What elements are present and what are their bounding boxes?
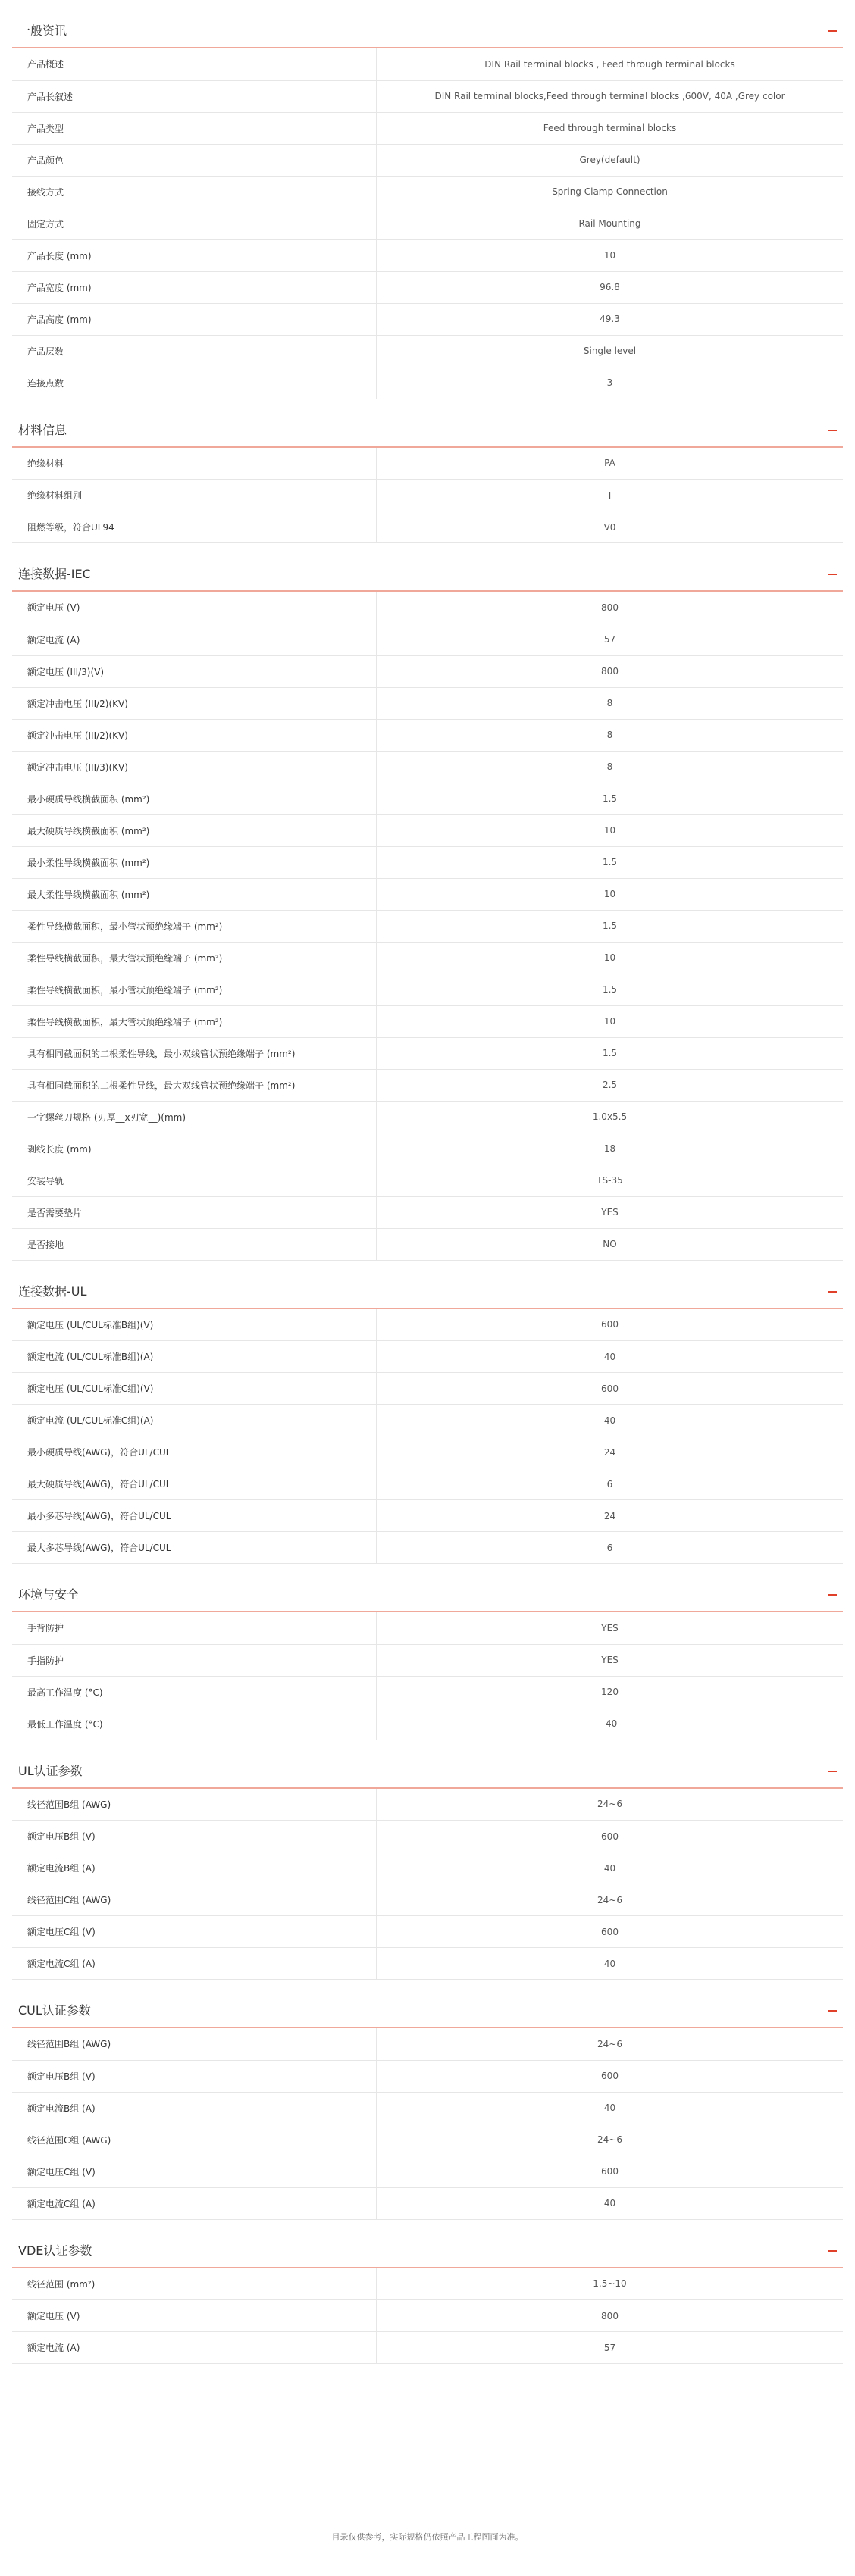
spec-value: 600 — [377, 2060, 844, 2092]
spec-value: Feed through terminal blocks — [377, 112, 844, 144]
spec-value: 1.5 — [377, 846, 844, 878]
section-title: UL认证参数 — [18, 1763, 83, 1778]
spec-label: 具有相同截面积的二根柔性导线，最大双线管状预绝缘端子 (mm²) — [12, 1069, 377, 1101]
spec-label: 额定电流 (UL/CUL标准C组)(A) — [12, 1405, 377, 1436]
spec-value: 40 — [377, 1948, 844, 1980]
spec-label: 额定电流B组 (A) — [12, 1852, 377, 1884]
disclaimer-footer: 目录仅供参考，实际规格仍依照产品工程图面为准。 — [331, 2532, 524, 2542]
table-row — [12, 655, 843, 687]
table-row — [12, 1821, 843, 1852]
table-row — [12, 719, 843, 751]
spec-value: 10 — [377, 239, 844, 271]
table-row — [12, 751, 843, 783]
spec-label: 额定电压C组 (V) — [12, 2156, 377, 2187]
spec-label: 额定电压 (V) — [12, 2300, 377, 2332]
section-header[interactable] — [12, 2220, 843, 2268]
spec-label: 具有相同截面积的二根柔性导线，最小双线管状预绝缘端子 (mm²) — [12, 1037, 377, 1069]
section-title: 环境与安全 — [18, 1587, 80, 1602]
table-row — [12, 1037, 843, 1069]
table-row — [12, 814, 843, 846]
table-row — [12, 1948, 843, 1980]
table-row — [12, 335, 843, 367]
spec-value: 10 — [377, 814, 844, 846]
spec-label: 最小多芯导线(AWG)，符合UL/CUL — [12, 1500, 377, 1532]
spec-label: 额定电流C组 (A) — [12, 1948, 377, 1980]
collapse-icon[interactable] — [828, 2010, 837, 2012]
collapse-icon[interactable] — [828, 574, 837, 575]
table-row — [12, 1196, 843, 1228]
spec-section — [12, 1564, 843, 1740]
collapse-icon[interactable] — [828, 1594, 837, 1596]
spec-label: 安装导轨 — [12, 1165, 377, 1196]
table-row — [12, 1373, 843, 1405]
spec-value: Single level — [377, 335, 844, 367]
spec-label: 额定电流 (UL/CUL标准B组)(A) — [12, 1341, 377, 1373]
spec-label: 产品宽度 (mm) — [12, 271, 377, 303]
spec-label: 是否接地 — [12, 1228, 377, 1260]
table-row — [12, 2156, 843, 2187]
table-row — [12, 1916, 843, 1948]
spec-label: 固定方式 — [12, 208, 377, 239]
spec-value: 800 — [377, 2300, 844, 2332]
table-row — [12, 511, 843, 543]
section-title: 材料信息 — [18, 422, 67, 437]
section-header[interactable] — [12, 0, 843, 48]
section-header[interactable] — [12, 399, 843, 448]
spec-value: 1.5 — [377, 783, 844, 814]
table-row — [12, 239, 843, 271]
collapse-icon[interactable] — [828, 430, 837, 431]
table-row — [12, 1500, 843, 1532]
section-header[interactable] — [12, 1564, 843, 1612]
table-row — [12, 80, 843, 112]
table-row — [12, 1005, 843, 1037]
spec-value: NO — [377, 1228, 844, 1260]
table-row — [12, 2028, 843, 2060]
spec-label: 最大多芯导线(AWG)，符合UL/CUL — [12, 1532, 377, 1564]
spec-value: 600 — [377, 2156, 844, 2187]
table-row — [12, 1165, 843, 1196]
spec-value: 1.5~10 — [377, 2268, 844, 2300]
section-header[interactable] — [12, 1740, 843, 1789]
table-row — [12, 144, 843, 176]
spec-label: 产品类型 — [12, 112, 377, 144]
spec-value: 600 — [377, 1373, 844, 1405]
section-title: 连接数据-UL — [18, 1283, 87, 1299]
table-row — [12, 1789, 843, 1821]
spec-value: 800 — [377, 592, 844, 624]
spec-label: 手背防护 — [12, 1612, 377, 1644]
spec-value: 1.0x5.5 — [377, 1101, 844, 1133]
spec-value: DIN Rail terminal blocks,Feed through terminal blocks ,600V, 40A ,Grey color — [377, 80, 844, 112]
spec-value: YES — [377, 1196, 844, 1228]
spec-section — [12, 0, 843, 399]
spec-label: 产品高度 (mm) — [12, 303, 377, 335]
spec-label: 额定电流 (A) — [12, 2332, 377, 2364]
spec-value: 40 — [377, 1405, 844, 1436]
table-row — [12, 176, 843, 208]
table-row — [12, 2187, 843, 2219]
spec-label: 产品颜色 — [12, 144, 377, 176]
spec-label: 最大硬质导线横截面积 (mm²) — [12, 814, 377, 846]
spec-label: 阻燃等级，符合UL94 — [12, 511, 377, 543]
spec-label: 剥线长度 (mm) — [12, 1133, 377, 1165]
table-row — [12, 1708, 843, 1740]
spec-value: 57 — [377, 624, 844, 655]
table-row — [12, 1405, 843, 1436]
table-row — [12, 1228, 843, 1260]
spec-label: 线径范围B组 (AWG) — [12, 1789, 377, 1821]
collapse-icon[interactable] — [828, 1771, 837, 1772]
spec-value: 40 — [377, 2187, 844, 2219]
spec-section — [12, 2220, 843, 2365]
spec-value: 40 — [377, 2092, 844, 2124]
table-row — [12, 48, 843, 80]
spec-value: 24~6 — [377, 1884, 844, 1916]
collapse-icon[interactable] — [828, 1291, 837, 1293]
spec-label: 额定电流B组 (A) — [12, 2092, 377, 2124]
table-row — [12, 846, 843, 878]
table-row — [12, 974, 843, 1005]
spec-label: 线径范围C组 (AWG) — [12, 1884, 377, 1916]
spec-label: 额定电压B组 (V) — [12, 1821, 377, 1852]
spec-label: 产品层数 — [12, 335, 377, 367]
spec-table — [12, 2268, 843, 2365]
spec-label: 最大硬质导线(AWG)，符合UL/CUL — [12, 1468, 377, 1500]
spec-label: 最高工作温度 (°C) — [12, 1676, 377, 1708]
spec-label: 产品长叙述 — [12, 80, 377, 112]
spec-value: 18 — [377, 1133, 844, 1165]
spec-label: 产品长度 (mm) — [12, 239, 377, 271]
section-title: 连接数据-IEC — [18, 567, 91, 581]
spec-label: 最大柔性导线横截面积 (mm²) — [12, 878, 377, 910]
spec-value: 600 — [377, 1309, 844, 1341]
collapse-icon[interactable] — [828, 30, 837, 32]
spec-label: 柔性导线横截面积，最小管状预绝缘端子 (mm²) — [12, 974, 377, 1005]
table-row — [12, 112, 843, 144]
spec-label: 最小柔性导线横截面积 (mm²) — [12, 846, 377, 878]
spec-label: 连接点数 — [12, 367, 377, 399]
section-header[interactable] — [12, 1980, 843, 2028]
table-row — [12, 2268, 843, 2300]
table-row — [12, 271, 843, 303]
table-row — [12, 1852, 843, 1884]
spec-label: 柔性导线横截面积，最小管状预绝缘端子 (mm²) — [12, 910, 377, 942]
spec-label: 额定电压 (UL/CUL标准C组)(V) — [12, 1373, 377, 1405]
table-row — [12, 1133, 843, 1165]
spec-value: YES — [377, 1644, 844, 1676]
spec-value: PA — [377, 448, 844, 480]
section-header[interactable] — [12, 543, 843, 592]
table-row — [12, 1468, 843, 1500]
spec-label: 额定电压 (UL/CUL标准B组)(V) — [12, 1309, 377, 1341]
spec-label: 额定电流C组 (A) — [12, 2187, 377, 2219]
spec-label: 额定冲击电压 (III/2)(KV) — [12, 687, 377, 719]
spec-value: 57 — [377, 2332, 844, 2364]
table-row — [12, 1532, 843, 1564]
spec-value: Grey(default) — [377, 144, 844, 176]
spec-sections — [12, 0, 843, 2364]
table-row — [12, 1101, 843, 1133]
spec-section — [12, 1261, 843, 1565]
table-row — [12, 480, 843, 511]
spec-table — [12, 2028, 843, 2220]
table-row — [12, 1884, 843, 1916]
table-row — [12, 2060, 843, 2092]
spec-value: 600 — [377, 1916, 844, 1948]
spec-value: -40 — [377, 1708, 844, 1740]
spec-value: 24~6 — [377, 2124, 844, 2156]
section-header[interactable] — [12, 1261, 843, 1309]
spec-value: YES — [377, 1612, 844, 1644]
section-title: 一般资讯 — [18, 23, 67, 38]
spec-table — [12, 1612, 843, 1740]
table-row — [12, 783, 843, 814]
spec-section — [12, 543, 843, 1261]
table-row — [12, 1644, 843, 1676]
spec-value: V0 — [377, 511, 844, 543]
spec-label: 最小硬质导线(AWG)，符合UL/CUL — [12, 1436, 377, 1468]
table-row — [12, 624, 843, 655]
spec-label: 最小硬质导线横截面积 (mm²) — [12, 783, 377, 814]
spec-value: 96.8 — [377, 271, 844, 303]
spec-label: 手指防护 — [12, 1644, 377, 1676]
table-row — [12, 1309, 843, 1341]
spec-value: 24~6 — [377, 1789, 844, 1821]
table-row — [12, 367, 843, 399]
spec-label: 额定冲击电压 (III/2)(KV) — [12, 719, 377, 751]
table-row — [12, 303, 843, 335]
spec-value: I — [377, 480, 844, 511]
spec-section — [12, 399, 843, 544]
section-title: CUL认证参数 — [18, 2003, 91, 2018]
spec-value: 1.5 — [377, 974, 844, 1005]
spec-label: 额定电流 (A) — [12, 624, 377, 655]
table-row — [12, 2124, 843, 2156]
spec-value: TS-35 — [377, 1165, 844, 1196]
spec-label: 一字螺丝刀规格 (刃厚__x刃宽__)(mm) — [12, 1101, 377, 1133]
spec-value: 10 — [377, 878, 844, 910]
collapse-icon[interactable] — [828, 2250, 837, 2252]
table-row — [12, 592, 843, 624]
spec-value: 600 — [377, 1821, 844, 1852]
spec-table — [12, 592, 843, 1261]
table-row — [12, 687, 843, 719]
spec-value: 8 — [377, 751, 844, 783]
spec-value: DIN Rail terminal blocks , Feed through terminal blocks — [377, 48, 844, 80]
table-row — [12, 2092, 843, 2124]
spec-value: 6 — [377, 1532, 844, 1564]
spec-table — [12, 1789, 843, 1980]
table-row — [12, 1436, 843, 1468]
spec-value: 2.5 — [377, 1069, 844, 1101]
spec-value: 10 — [377, 942, 844, 974]
table-row — [12, 2300, 843, 2332]
spec-label: 额定冲击电压 (III/3)(KV) — [12, 751, 377, 783]
spec-value: 40 — [377, 1341, 844, 1373]
spec-label: 是否需要垫片 — [12, 1196, 377, 1228]
spec-value: Spring Clamp Connection — [377, 176, 844, 208]
spec-value: 40 — [377, 1852, 844, 1884]
table-row — [12, 2332, 843, 2364]
spec-label: 柔性导线横截面积，最大管状预绝缘端子 (mm²) — [12, 1005, 377, 1037]
spec-table — [12, 48, 843, 399]
spec-section — [12, 1740, 843, 1980]
spec-label: 产品概述 — [12, 48, 377, 80]
spec-value: 10 — [377, 1005, 844, 1037]
table-row — [12, 942, 843, 974]
spec-label: 接线方式 — [12, 176, 377, 208]
spec-value: 800 — [377, 655, 844, 687]
table-row — [12, 1676, 843, 1708]
spec-value: 24~6 — [377, 2028, 844, 2060]
spec-label: 柔性导线横截面积，最大管状预绝缘端子 (mm²) — [12, 942, 377, 974]
section-title: VDE认证参数 — [18, 2243, 92, 2258]
spec-label: 线径范围 (mm²) — [12, 2268, 377, 2300]
table-row — [12, 1069, 843, 1101]
spec-label: 额定电压C组 (V) — [12, 1916, 377, 1948]
spec-label: 额定电压 (III/3)(V) — [12, 655, 377, 687]
spec-value: 8 — [377, 719, 844, 751]
spec-value: 6 — [377, 1468, 844, 1500]
table-row — [12, 878, 843, 910]
spec-label: 线径范围C组 (AWG) — [12, 2124, 377, 2156]
table-row — [12, 208, 843, 239]
spec-value: 24 — [377, 1436, 844, 1468]
spec-label: 额定电压B组 (V) — [12, 2060, 377, 2092]
spec-label: 绝缘材料组别 — [12, 480, 377, 511]
table-row — [12, 1341, 843, 1373]
spec-value: 49.3 — [377, 303, 844, 335]
spec-value: 120 — [377, 1676, 844, 1708]
spec-table — [12, 448, 843, 544]
table-row — [12, 448, 843, 480]
spec-label: 线径范围B组 (AWG) — [12, 2028, 377, 2060]
spec-value: 3 — [377, 367, 844, 399]
spec-label: 最低工作温度 (°C) — [12, 1708, 377, 1740]
spec-value: 24 — [377, 1500, 844, 1532]
spec-value: Rail Mounting — [377, 208, 844, 239]
spec-label: 额定电压 (V) — [12, 592, 377, 624]
table-row — [12, 1612, 843, 1644]
spec-value: 8 — [377, 687, 844, 719]
spec-value: 1.5 — [377, 1037, 844, 1069]
spec-value: 1.5 — [377, 910, 844, 942]
spec-section — [12, 1980, 843, 2220]
table-row — [12, 910, 843, 942]
spec-table — [12, 1309, 843, 1565]
spec-label: 绝缘材料 — [12, 448, 377, 480]
